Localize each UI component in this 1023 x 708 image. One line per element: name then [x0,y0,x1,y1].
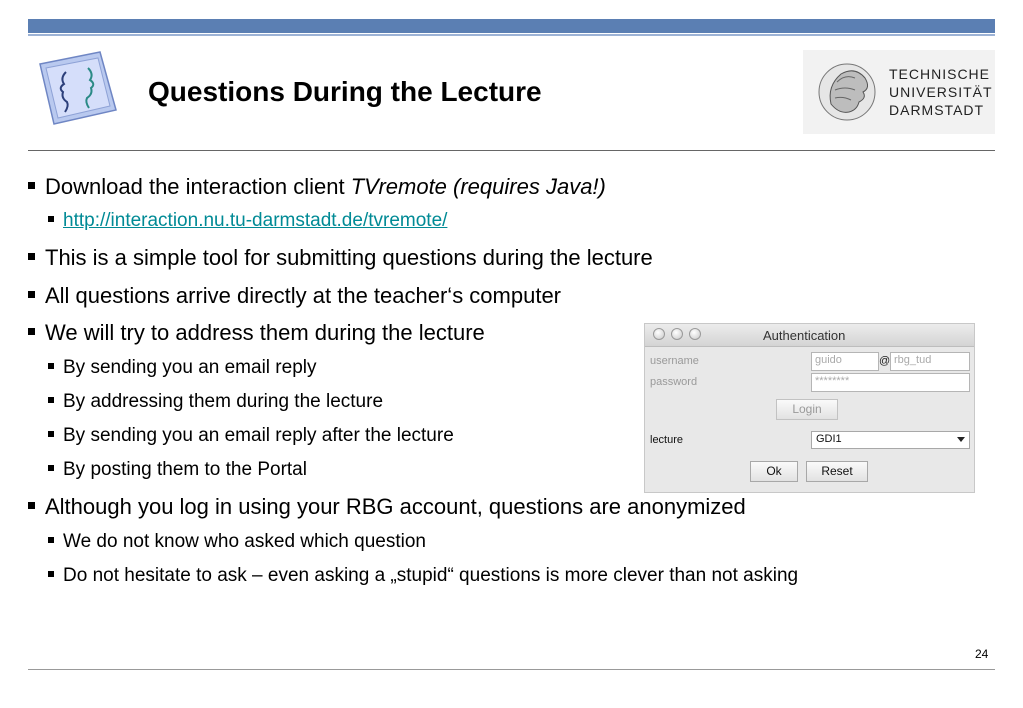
bullet-text: We do not know who asked which question [63,531,426,552]
lecture-label: lecture [650,434,684,446]
domain-field[interactable]: rbg_tud [890,352,970,371]
dialog-title: Authentication [763,328,846,343]
bullet-square [48,537,54,543]
bullet-square [48,363,54,369]
bullet-text: Do not hesitate to ask – even asking a „stupid“ questions is more clever than not asking [63,565,799,586]
bullet-text: By addressing them during the lecture [63,391,384,412]
bullet-text: We will try to address them during the lecture [45,320,485,345]
faces-logo-icon [36,50,120,128]
zoom-window-icon[interactable] [689,328,701,340]
tvremote-link[interactable]: http://interaction.nu.tu-darmstadt.de/tvremote/ [63,210,448,231]
bullet-italic-text: TVremote (requires Java!) [350,174,606,199]
bullet-address [28,320,485,346]
sub-bullet-link [48,210,447,232]
university-logo [803,50,995,134]
reset-button[interactable]: Reset [806,461,868,482]
bullet-text: This is a simple tool for submitting questions during the lecture [45,245,653,270]
bullet-square [28,253,35,260]
login-button[interactable]: Login [776,399,838,420]
header-bar-line [28,34,995,36]
username-label: username [650,355,699,367]
bullet-anonymized [28,494,746,520]
minimize-window-icon[interactable] [671,328,683,340]
bullet-text: Although you log in using your RBG account, questions are anonymized [45,494,746,519]
university-name [889,65,993,119]
bullet-text: All questions arrive directly at the teacher‘s computer [45,283,562,308]
header-bar [28,19,995,33]
athena-head-icon [817,60,877,124]
bullet-square [48,397,54,403]
page-title: Questions During the Lecture [148,76,542,107]
bullet-questions-arrive [28,283,561,309]
bullet-square [48,465,54,471]
university-line: UNIVERSITÄT [889,84,993,100]
bullet-square [28,182,35,189]
bullet-text: By sending you an email reply after the lecture [63,425,454,446]
ok-button[interactable]: Ok [750,461,798,482]
bullet-text: By sending you an email reply [63,357,317,378]
dialog-titlebar [645,324,974,347]
password-field[interactable]: ******** [811,373,970,392]
password-label: password [650,376,698,388]
bullet-square [28,502,35,509]
bullet-square [28,328,35,335]
close-window-icon[interactable] [653,328,665,340]
username-field[interactable]: guido [811,352,879,371]
bullet-text: Download the interaction client [45,174,351,199]
bullet-text: By posting them to the Portal [63,459,307,480]
university-line: DARMSTADT [889,102,985,118]
bullet-download [28,174,606,200]
bullet-square [48,431,54,437]
university-line: TECHNISCHE [889,66,991,82]
lecture-selected-value: GDI1 [816,433,842,445]
sub-bullet [48,425,454,447]
page-number: 24 [975,647,989,661]
sub-bullet [48,357,316,379]
bullet-simple-tool [28,245,653,271]
bullet-square [48,571,54,577]
header-divider [28,150,995,151]
chevron-down-icon [957,437,965,442]
bullet-square [28,291,35,298]
sub-bullet [48,565,798,587]
sub-bullet [48,391,383,413]
at-sign: @ [879,355,891,367]
bullet-square [48,216,54,222]
sub-bullet [48,459,307,481]
lecture-select[interactable] [811,431,970,449]
sub-bullet [48,531,426,553]
authentication-dialog [644,323,975,493]
footer-divider [28,669,995,670]
